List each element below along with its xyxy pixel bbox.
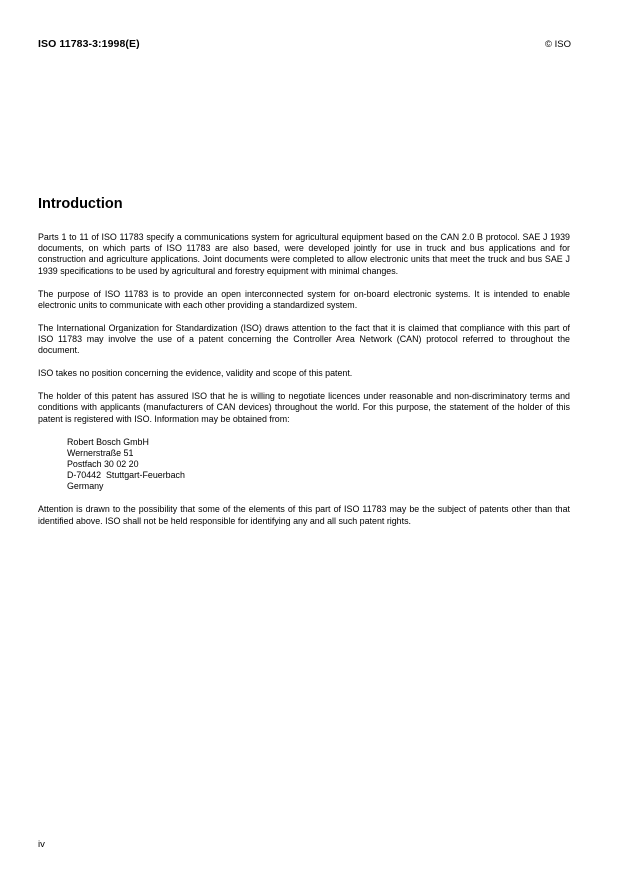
introduction-body	[38, 232, 570, 539]
document-id: ISO 11783-3:1998(E)	[38, 38, 140, 50]
copyright-notice: © ISO	[544, 39, 571, 50]
address-line: Wernerstraße 51	[67, 447, 134, 458]
paragraph-overview: Parts 1 to 11 of ISO 11783 specify a communications system for agricultural equipment based on the CAN 2.0 B protocol. SAE J 1939 documents, on which parts of ISO 11783 are also based, were developed jointly for use in truck and bus applications and for construction and agriculture applications. Joint documents were completed to allow electronic units that meet the truck and bus SAE J 1939 specifications to be used by agricultural and forestry equipment with minimal changes.	[38, 232, 570, 276]
paragraph-patent-notice: The International Organization for Standardization (ISO) draws attention to the fact that it is claimed that compliance with this part of ISO 11783 may involve the use of a patent concerning the Controller Area Network (CAN) protocol referred to throughout the document.	[38, 322, 570, 356]
paragraph-purpose: The purpose of ISO 11783 is to provide an open interconnected system for on-board electronic systems. It is intended to enable electronic units to communicate with each other providing a standardized system.	[38, 288, 570, 310]
paragraph-iso-position: ISO takes no position concerning the evidence, validity and scope of this patent.	[38, 368, 353, 379]
paragraph-other-patents: Attention is drawn to the possibility that some of the elements of this part of ISO 11783 may be the subject of patents other than that identified above. ISO shall not be held responsible for identifying any and all such patent rights.	[38, 504, 570, 526]
address-line: Robert Bosch GmbH	[67, 436, 149, 447]
address-line: Postfach 30 02 20	[67, 459, 139, 470]
section-title: Introduction	[38, 196, 123, 212]
paragraph-patent-holder: The holder of this patent has assured ISO that he is willing to negotiate licences under reasonable and non-discriminatory terms and conditions with applicants (manufacturers of CAN devices) throughout the world. For this purpose, the statement of the holder of this patent is registered with ISO. Information may be obtained from:	[38, 391, 570, 424]
address-line: D-70442 Stuttgart-Feuerbach	[67, 470, 185, 481]
patent-holder-address	[67, 437, 570, 493]
page-number: iv	[38, 839, 45, 850]
address-line: Germany	[67, 481, 104, 492]
